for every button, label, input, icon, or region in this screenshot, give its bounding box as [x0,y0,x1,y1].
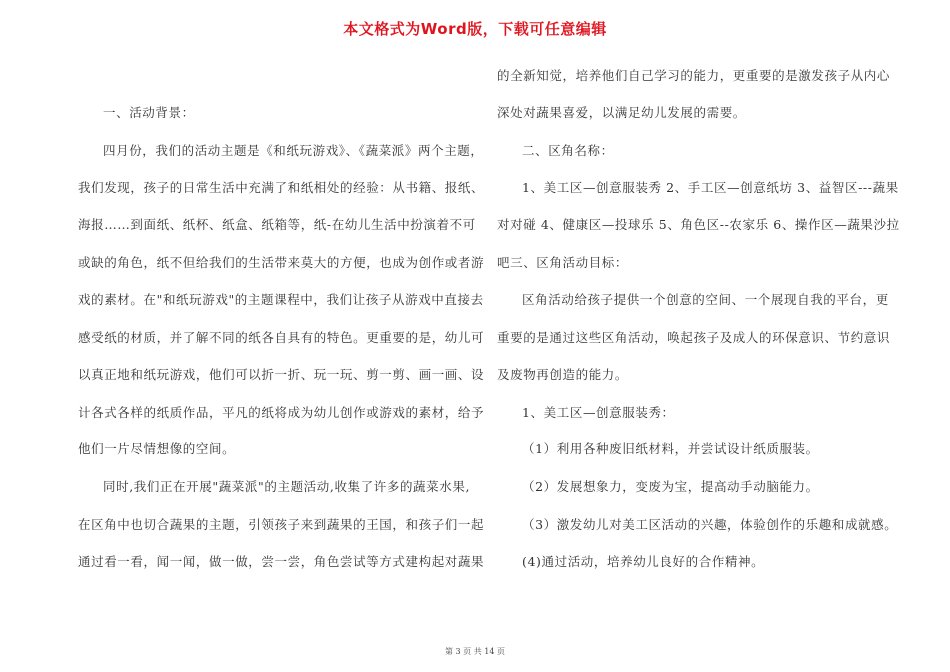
text-line: 及废物再创造的能力。 [497,367,629,382]
text-line: 计各式各样的纸质作品，平凡的纸将成为幼儿创作或游戏的素材，给予 [78,405,485,420]
list-item: （3）激发幼儿对美工区活动的兴趣，体验创作的乐趣和成就感。 [522,517,898,532]
text-line: 重要的是通过这些区角活动，唤起孩子及成人的环保意识、节约意识 [497,330,891,345]
list-item: (4)通过活动，培养幼儿良好的合作精神。 [522,554,765,569]
list-item: （1）利用各种废旧纸材料，并尝试设计纸质服装。 [522,441,819,456]
text-line: 通过看一看，闻一闻，做一做，尝一尝，角色尝试等方式建构起对蔬果 [78,554,485,569]
text-line: 在区角中也切合蔬果的主题，引领孩子来到蔬果的王国，和孩子们一起 [78,517,485,532]
section-heading-area-names: 二、区角名称： [522,143,614,158]
text-line: 或缺的角色，纸不但给我们的生活带来莫大的方便，也成为创作或者游 [78,255,485,270]
text-line: 感受纸的材质，并了解不同的纸各自具有的特色。更重要的是，幼儿可 [78,330,485,345]
text-line: 四月份，我们的活动主题是《和纸玩游戏》、《蔬菜派》两个主题， [103,143,484,158]
text-line: 以真正地和纸玩游戏，他们可以折一折、玩一玩、剪一剪、画一画、设 [78,367,485,382]
list-item: （2）发展想象力，变废为宝，提高动手动脑能力。 [522,479,819,494]
text-line: 吧三、区角活动目标： [497,255,629,270]
text-line: 区角活动给孩子提供一个创意的空间、一个展现自我的平台，更 [522,292,889,307]
text-line: 戏的素材。在"和纸玩游戏"的主题课程中，我们让孩子从游戏中直接去 [78,292,484,307]
text-line: 的全新知觉，培养他们自己学习的能力，更重要的是激发孩子从内心 [497,68,891,83]
text-line: 我们发现，孩子的日常生活中充满了和纸相处的经验：从书籍、报纸、 [78,180,485,195]
page-number-footer: 第 3 页 共 14 页 [445,647,505,656]
text-line: 深处对蔬果喜爱，以满足幼儿发展的需要。 [497,105,746,120]
page-header-title: 本文格式为Word版，下载可任意编辑 [343,20,607,38]
text-line: 海报……到面纸、纸杯、纸盒、纸箱等，纸-在幼儿生活中扮演着不可 [78,217,476,232]
section-heading-background: 一、活动背景： [103,105,195,120]
text-line: 他们一片尽情想像的空间。 [78,441,236,456]
subsection-heading-art-area: 1、美工区—创意服装秀： [522,405,675,420]
text-line: 1、美工区—创意服装秀 2、手工区—创意纸坊 3、益智区---蔬果 [522,180,899,195]
text-line: 对对碰 4、健康区—投球乐 5、角色区--农家乐 6、操作区—蔬果沙拉 [497,217,900,232]
text-line: 同时,我们正在开展"蔬菜派"的主题活动,收集了许多的蔬菜水果, [103,479,471,494]
